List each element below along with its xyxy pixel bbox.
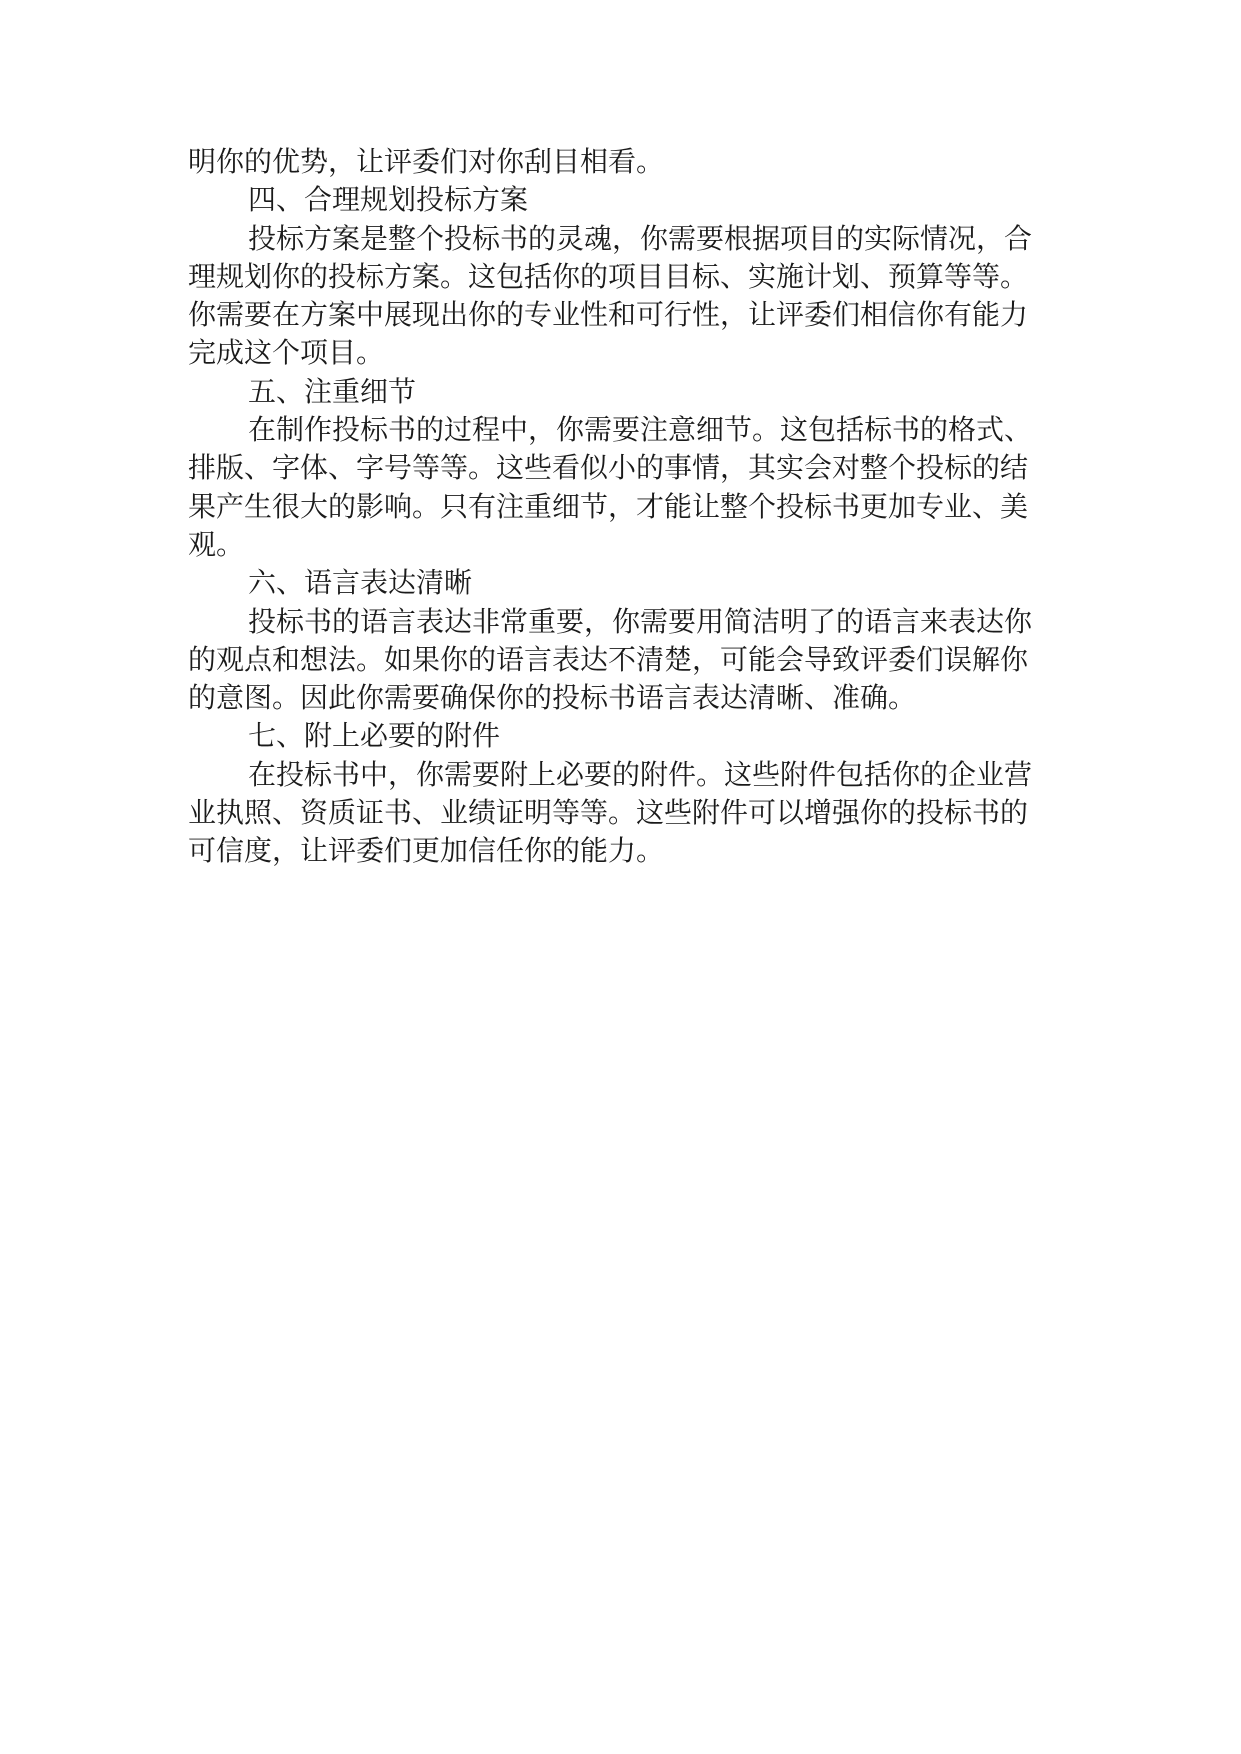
paragraph-line: 完成这个项目。 [188,336,385,370]
section-heading: 六、语言表达清晰 [248,566,473,600]
section-heading: 七、附上必要的附件 [248,719,501,753]
paragraph-line: 在制作投标书的过程中，你需要注意细节。这包括标书的格式、 [248,413,1033,447]
section-heading: 五、注重细节 [248,374,417,408]
paragraph-line: 在投标书中，你需要附上必要的附件。这些附件包括你的企业营 [248,757,1033,791]
paragraph-line: 的观点和想法。如果你的语言表达不清楚，可能会导致评委们误解你 [188,642,1029,676]
paragraph-line: 的意图。因此你需要确保你的投标书语言表达清晰、准确。 [188,681,917,715]
section-heading: 四、合理规划投标方案 [248,183,529,217]
paragraph-line: 果产生很大的影响。只有注重细节，才能让整个投标书更加专业、美 [188,489,1029,523]
paragraph-line: 明你的优势，让评委们对你刮目相看。 [188,145,665,178]
paragraph-line: 投标书的语言表达非常重要，你需要用简洁明了的语言来表达你 [248,604,1033,638]
paragraph-line: 排版、字体、字号等等。这些看似小的事情，其实会对整个投标的结 [188,451,1029,485]
document-body [188,143,1063,871]
paragraph-line: 理规划你的投标方案。这包括你的项目目标、实施计划、预算等等。 [188,259,1029,293]
paragraph-line: 你需要在方案中展现出你的专业性和可行性，让评委们相信你有能力 [188,298,1029,332]
paragraph-line: 观。 [188,527,245,561]
paragraph-line: 投标方案是整个投标书的灵魂，你需要根据项目的实际情况，合 [248,221,1033,255]
paragraph-line: 可信度，让评委们更加信任你的能力。 [188,834,665,868]
paragraph-line: 业执照、资质证书、业绩证明等等。这些附件可以增强你的投标书的 [188,796,1029,830]
